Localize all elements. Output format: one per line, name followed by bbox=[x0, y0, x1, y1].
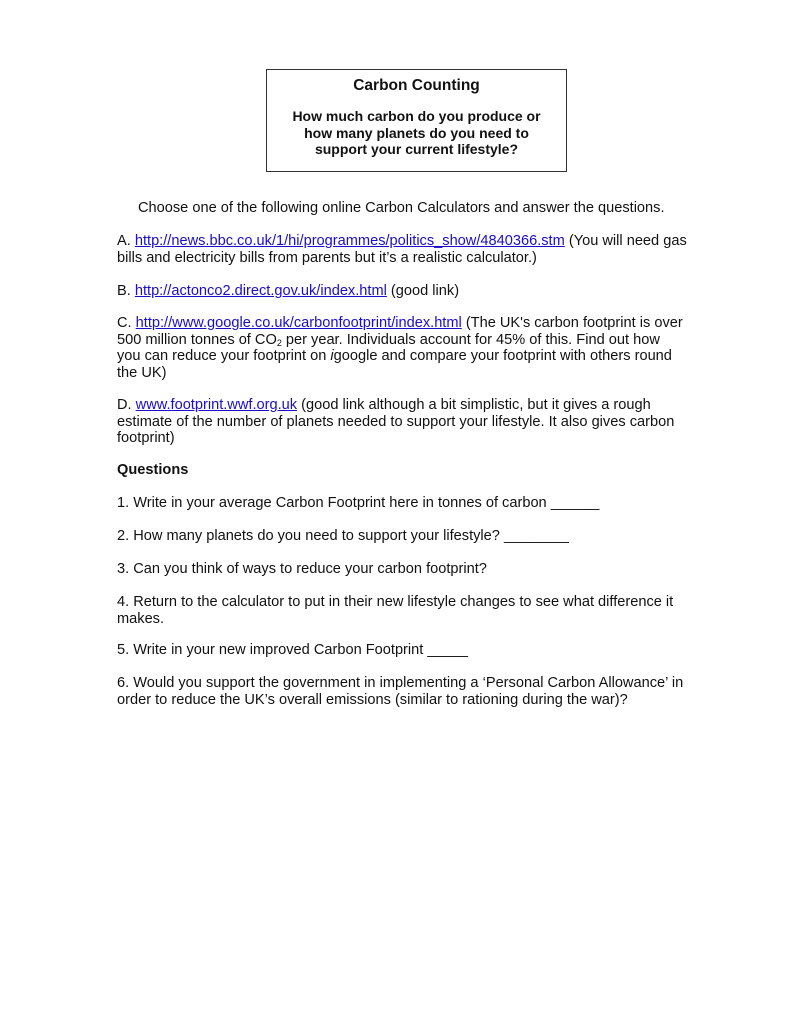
subtitle-line-1: How much carbon do you produce or bbox=[292, 108, 541, 124]
calculator-c-italic-i: i bbox=[330, 348, 334, 365]
title-box bbox=[266, 69, 567, 172]
question-2: 2. How many planets do you need to support your lifestyle? ________ bbox=[117, 528, 569, 544]
co2-subscript: 2 bbox=[276, 337, 282, 348]
calculator-b bbox=[117, 283, 687, 300]
calculator-c-note-3: google and compare your footprint with others round the UK) bbox=[117, 348, 672, 381]
calculator-b-prefix: B. bbox=[117, 283, 135, 299]
calculator-d-prefix: D. bbox=[117, 397, 136, 413]
question-3: 3. Can you think of ways to reduce your carbon footprint? bbox=[117, 561, 487, 577]
question-6: 6. Would you support the government in implementing a ‘Personal Carbon Allowance’ in order to reduce the UK’s overall emissions (similar to rationing during the war)? bbox=[117, 675, 684, 708]
calculator-c-prefix: C. bbox=[117, 315, 136, 331]
calculator-a-prefix: A. bbox=[117, 233, 135, 249]
calculator-a-note: (You will need gas bills and electricity bills from parents but it’s a realistic calculator.) bbox=[117, 233, 687, 266]
calculator-a-link[interactable]: http://news.bbc.co.uk/1/hi/programmes/politics_show/4840366.stm bbox=[134, 233, 565, 249]
calculator-d-link[interactable]: www.footprint.wwf.org.uk bbox=[135, 397, 298, 413]
calculator-c-link[interactable]: http://www.google.co.uk/carbonfootprint/index.html bbox=[135, 315, 462, 331]
question-1: 1. Write in your average Carbon Footprint here in tonnes of carbon ______ bbox=[117, 495, 600, 511]
question-4: 4. Return to the calculator to put in their new lifestyle changes to see what difference it makes. bbox=[117, 594, 674, 627]
calculator-b-note: (good link) bbox=[386, 283, 460, 299]
page-subtitle bbox=[267, 108, 566, 158]
question-5: 5. Write in your new improved Carbon Footprint _____ bbox=[117, 642, 468, 658]
calculator-a bbox=[117, 233, 687, 266]
calculator-d-note: (good link although a bit simplistic, but it gives a rough estimate of the number of planets needed to support your lifestyle. It also gives carbon footprint) bbox=[117, 397, 675, 447]
calculator-c-note-1: (The UK's carbon footprint is over 500 million tonnes of CO bbox=[117, 315, 683, 348]
calculator-c-note-2: per year. Individuals account for 45% of this. Find out how you can reduce your footprint on bbox=[117, 331, 660, 365]
subtitle-line-2: how many planets do you need to bbox=[304, 124, 529, 141]
calculator-d bbox=[117, 397, 687, 447]
page-title: Carbon Counting bbox=[353, 77, 480, 94]
calculator-c bbox=[117, 315, 687, 381]
calculator-b-link[interactable]: http://actonco2.direct.gov.uk/index.html bbox=[134, 283, 387, 299]
intro-text: Choose one of the following online Carbon Calculators and answer the questions. bbox=[138, 200, 665, 216]
subtitle-line-3: support your current lifestyle? bbox=[314, 141, 519, 157]
questions-heading: Questions bbox=[117, 462, 189, 478]
